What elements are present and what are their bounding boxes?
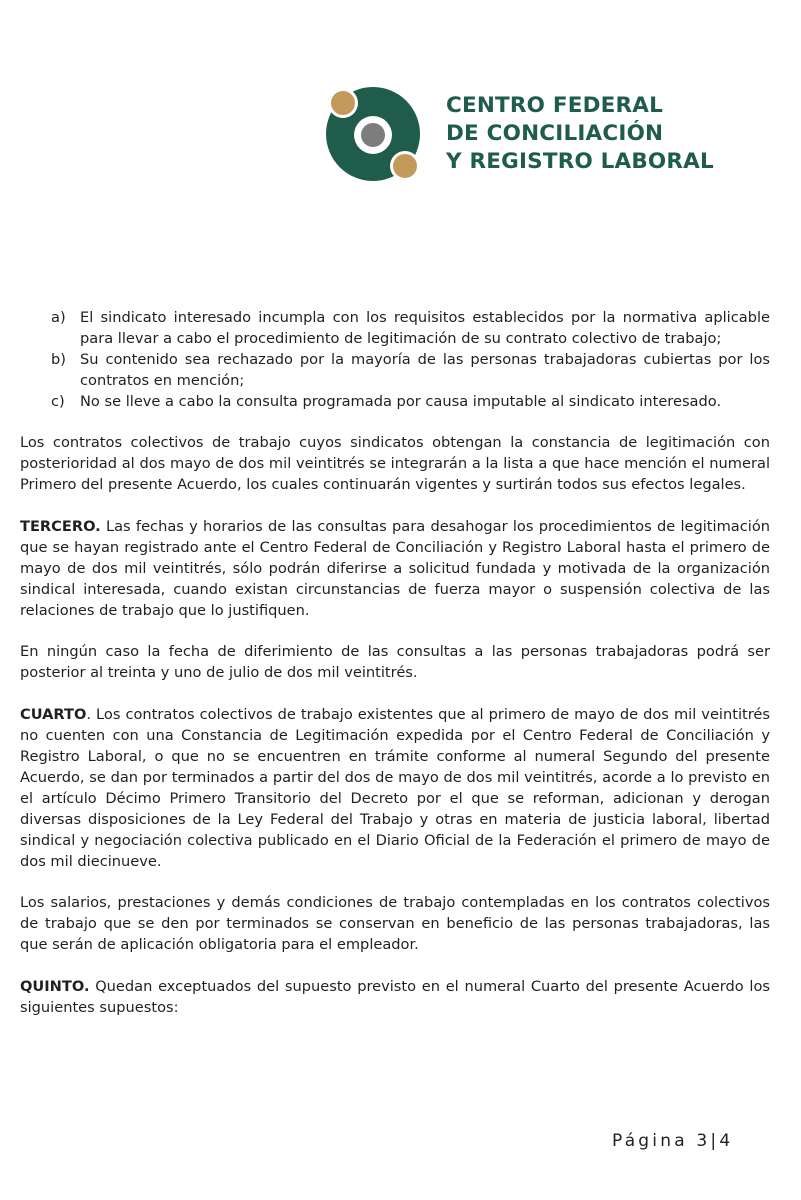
list-item (20, 308, 770, 350)
section-text-tercero: Las fechas y horarios de las consultas para desahogar los procedimientos de legitimación que se hayan registrado ante el Centro Federal de Conciliación y Registro Laboral hasta el primero de mayo de dos mil veintitrés, sólo podrán diferirse a solicitud fundada y motivada de la organización sindical interesada, cuando existan circunstancias de fuerza mayor o suspensión colectiva de las relaciones de trabajo que lo justifiquen. (20, 518, 770, 619)
paragraph-salaries: Los salarios, prestaciones y demás condiciones de trabajo contempladas en los contratos colectivos de trabajo que se den por terminados se conservan en beneficio de las personas trabajadoras, las que serán de aplicación obligatoria para el empleador. (20, 894, 770, 954)
logo-emblem-icon (326, 84, 426, 184)
list-item-text: Su contenido sea rechazado por la mayoría de las personas trabajadoras cubiertas por los contratos en mención; (80, 350, 770, 389)
paragraph-quinto (20, 977, 770, 1019)
section-text-cuarto: . Los contratos colectivos de trabajo existentes que al primero de mayo de dos mil veintitrés no cuenten con una Constancia de Legitimación expedida por el Centro Federal de Conciliación y Registro Laboral, o que no se encuentren en trámite conforme al numeral Segundo del presente Acuerdo, se dan por terminados a partir del dos de mayo de dos mil veintitrés, acorde a lo previsto en el artículo Décimo Primero Transitorio del Decreto por el que se reforman, adicionan y derogan diversas disposiciones de la Ley Federal del Trabajo y otras en materia de justicia laboral, libertad sindical y negociación colectiva publicado en el Diario Oficial de la Federación el primero de mayo de dos mil diecinueve. (20, 706, 770, 870)
section-label-cuarto: CUARTO (20, 706, 87, 724)
list-item-text: No se lleve a cabo la consulta programada por causa imputable al sindicato interesado. (80, 392, 722, 410)
page-number: Página 3|4 (612, 1131, 734, 1151)
logo-wordmark (446, 92, 714, 176)
logo-line-1: CENTRO FEDERAL (446, 93, 664, 118)
logo (326, 84, 756, 184)
conditions-list (20, 308, 770, 413)
paragraph-tercero (20, 517, 770, 622)
list-marker: b) (51, 350, 66, 368)
paragraph-cuarto (20, 705, 770, 872)
list-item (20, 392, 770, 413)
list-item (20, 350, 770, 392)
paragraph-legitimation: Los contratos colectivos de trabajo cuyos sindicatos obtengan la constancia de legitimación con posterioridad al dos mayo de dos mil veintitrés se integrarán a la lista a que hace mención el numeral Primero del presente Acuerdo, los cuales continuarán vigentes y surtirán todos sus efectos legales. (20, 434, 770, 494)
list-item-text: El sindicato interesado incumpla con los requisitos establecidos por la normativa aplicable para llevar a cabo el procedimiento de legitimación de su contrato colectivo de trabajo; (80, 309, 770, 347)
document-body (20, 308, 770, 1019)
logo-line-3: Y REGISTRO LABORAL (446, 149, 714, 174)
list-marker: a) (51, 309, 66, 326)
section-label-quinto: QUINTO. (20, 977, 90, 995)
list-marker: c) (51, 392, 65, 410)
paragraph-deferral: En ningún caso la fecha de diferimiento de las consultas a las personas trabajadoras podrá ser posterior al treinta y uno de julio de dos mil veintitrés. (20, 643, 770, 682)
logo-line-2: DE CONCILIACIÓN (446, 121, 664, 146)
section-text-quinto: Quedan exceptuados del supuesto previsto en el numeral Cuarto del presente Acuerdo los siguientes supuestos: (20, 977, 770, 1016)
section-label-tercero: TERCERO. (20, 518, 101, 536)
